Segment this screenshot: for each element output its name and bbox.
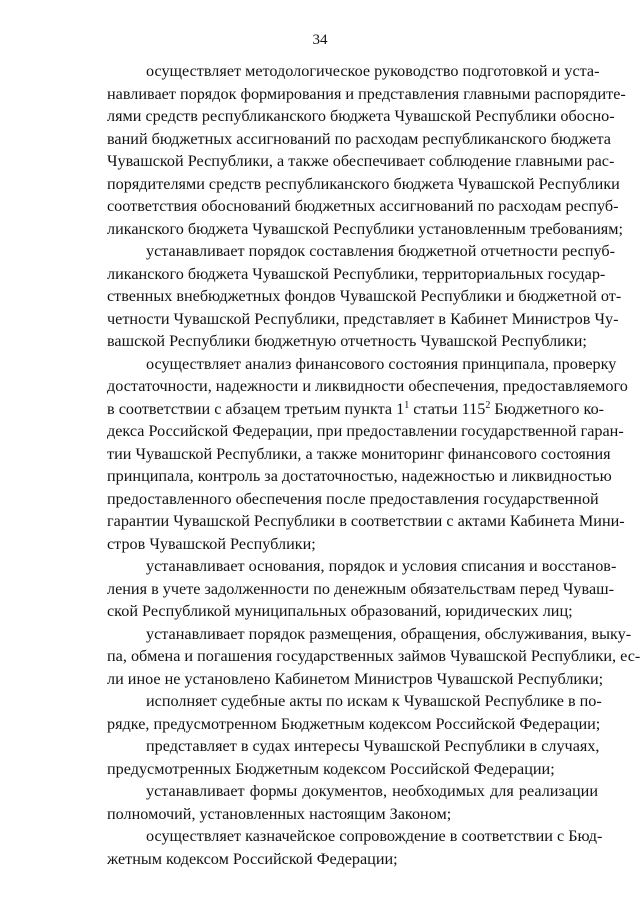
text-line: ственных внебюджетных фондов Чувашской Республики и бюджетной от- bbox=[107, 287, 622, 305]
text-line: осуществляет методологическое руководство подготовкой и уста- bbox=[146, 62, 600, 80]
text-line: предусмотренных Бюджетным кодексом Российской Федерации; bbox=[107, 759, 555, 778]
text-line: ской Республикой муниципальных образований, юридических лиц; bbox=[107, 602, 573, 620]
paragraph-loans bbox=[107, 623, 640, 691]
text-line: устанавливает порядок размещения, обращения, обслуживания, выку- bbox=[146, 624, 632, 643]
document-body bbox=[107, 60, 640, 870]
paragraph-reporting bbox=[107, 240, 622, 353]
superscript: 1 bbox=[404, 399, 410, 411]
text-line: соответствия обоснований бюджетных ассигнований по расходам респуб- bbox=[107, 197, 619, 215]
paragraph-principal-analysis bbox=[107, 353, 628, 556]
text-fragment: в соответствии с абзацем третьим пункта 1 bbox=[107, 399, 405, 418]
text-line: тии Чувашской Республики, а также мониторинг финансового состояния bbox=[107, 444, 611, 463]
text-line: ления в учете задолженности по денежным обязательствам перед Чуваш- bbox=[107, 579, 614, 598]
text-line: достаточности, надежности и ликвидности обеспечения, предоставляемого bbox=[107, 377, 628, 395]
text-fragment: статьи 115 bbox=[409, 399, 486, 418]
text-line: декса Российской Федерации, при предоставлении государственной гаран- bbox=[107, 422, 624, 440]
text-line: Чувашской Республики, а также обеспечивает соблюдение главными рас- bbox=[107, 152, 615, 170]
text-line: лями средств республиканского бюджета Чувашской Республики обосно- bbox=[107, 107, 615, 125]
text-line: полномочий, установленных настоящим Законом; bbox=[107, 804, 452, 823]
text-fragment: Бюджетного ко- bbox=[490, 399, 605, 418]
text-line: устанавливает порядок составления бюджетной отчетности респуб- bbox=[146, 242, 616, 260]
text-line: вашской Республики бюджетную отчетность Чувашской Республики; bbox=[107, 332, 587, 350]
text-line: ликанского бюджета Чувашской Республики, территориальных государ- bbox=[107, 264, 606, 283]
text-line: ваний бюджетных ассигнований по расходам республиканского бюджета bbox=[107, 129, 611, 148]
text-line: навливает порядок формирования и представления главными распорядите- bbox=[107, 84, 626, 103]
paragraph-document-forms bbox=[107, 780, 598, 825]
text-line: принципала, контроль за достаточностью, надежностью и ликвидностью bbox=[107, 467, 612, 485]
text-line: устанавливает формы документов, необходимых для реализации bbox=[146, 782, 598, 800]
paragraph-court-representation bbox=[107, 735, 598, 780]
text-line: гарантии Чувашской Республики в соответствии с актами Кабинета Мини- bbox=[107, 512, 625, 530]
text-line: стров Чувашской Республики; bbox=[107, 534, 316, 553]
text-line: четности Чувашской Республики, представляет в Кабинет Министров Чу- bbox=[107, 309, 619, 328]
text-line: порядителями средств республиканского бюджета Чувашской Республики bbox=[107, 174, 620, 193]
text-line: исполняет судебные акты по искам к Чувашской Республике в по- bbox=[146, 692, 602, 710]
text-line-with-superscripts bbox=[107, 398, 605, 421]
paragraph-treasury-support bbox=[107, 825, 603, 870]
page-number: 34 bbox=[312, 32, 328, 48]
paragraph-methodology bbox=[107, 60, 626, 240]
text-line: ли иное не установлено Кабинетом Министров Чувашской Республики; bbox=[107, 669, 604, 688]
text-line: предоставленного обеспечения после предоставления государственной bbox=[107, 489, 599, 508]
superscript: 2 bbox=[485, 399, 491, 411]
paragraph-court-acts bbox=[107, 690, 602, 735]
text-line: па, обмена и погашения государственных займов Чувашской Республики, ес- bbox=[107, 647, 640, 665]
paragraph-debt-write-off bbox=[107, 555, 617, 623]
text-line: осуществляет анализ финансового состояния принципала, проверку bbox=[146, 354, 617, 373]
text-line: жетным кодексом Российской Федерации; bbox=[107, 849, 398, 868]
text-line: устанавливает основания, порядок и условия списания и восстанов- bbox=[146, 557, 617, 575]
text-line: осуществляет казначейское сопровождение в соответствии с Бюд- bbox=[146, 827, 603, 845]
text-line: рядке, предусмотренном Бюджетным кодексом Российской Федерации; bbox=[107, 714, 601, 733]
text-line: представляет в судах интересы Чувашской Республики в случаях, bbox=[146, 737, 600, 755]
text-line: ликанского бюджета Чувашской Республики установленным требованиям; bbox=[107, 219, 623, 238]
